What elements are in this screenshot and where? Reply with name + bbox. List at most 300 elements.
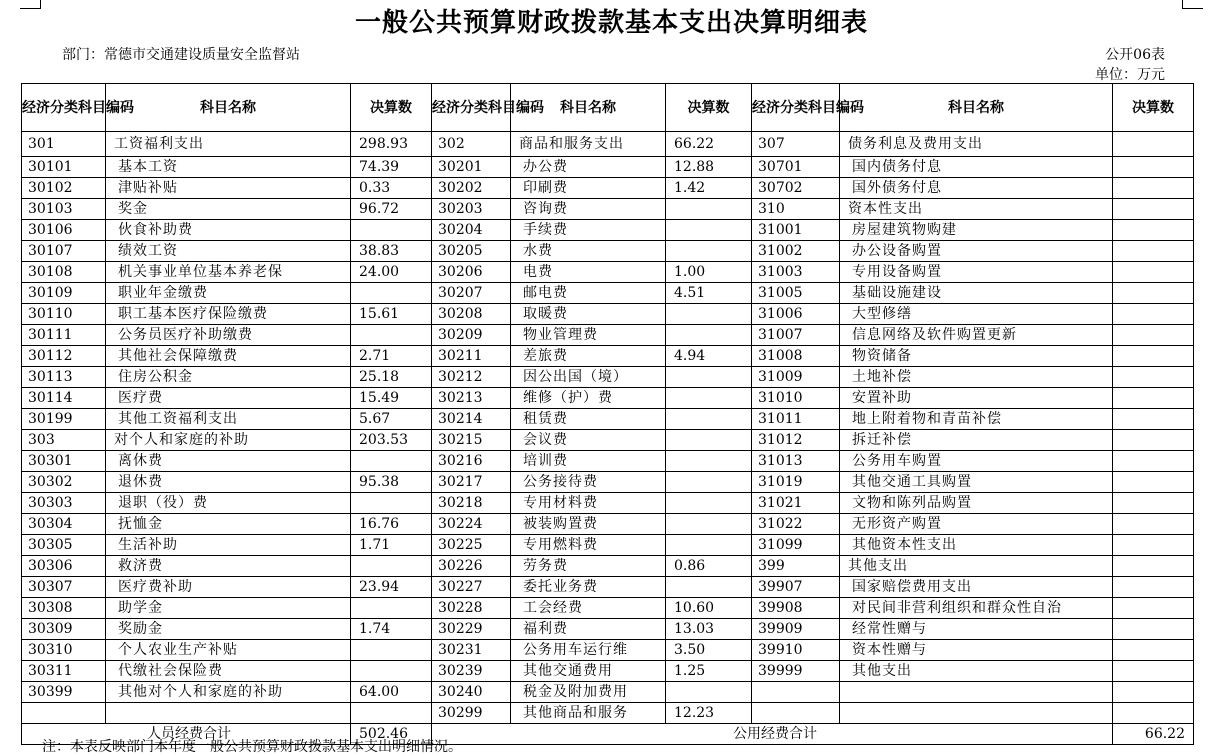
- cell-code: 30107: [22, 241, 106, 262]
- cell-name: 经常性赠与: [840, 619, 1113, 640]
- cell-amount: [1113, 472, 1194, 493]
- cell-amount: [1113, 220, 1194, 241]
- cell-amount: 23.94: [351, 577, 432, 598]
- cell-amount: 66.22: [666, 132, 752, 157]
- cell-name: 其他资本性支出: [840, 535, 1113, 556]
- cell-code: 31022: [752, 514, 840, 535]
- cell-name: 水费: [511, 241, 666, 262]
- table-row: [22, 220, 1194, 241]
- cell-amount: [1113, 409, 1194, 430]
- cell-name: 国内债务付息: [840, 157, 1113, 178]
- cell-name: 地上附着物和青苗补偿: [840, 409, 1113, 430]
- cell-amount: [1113, 577, 1194, 598]
- cell-code: 30304: [22, 514, 106, 535]
- cell-code: 30101: [22, 157, 106, 178]
- cell-amount: [1113, 598, 1194, 619]
- cell-code: 30224: [432, 514, 511, 535]
- cell-name: 税金及附加费用: [511, 682, 666, 703]
- cell-code: 39908: [752, 598, 840, 619]
- cell-amount: 64.00: [351, 682, 432, 703]
- cell-code: 31021: [752, 493, 840, 514]
- cell-code: [22, 703, 106, 724]
- expenditure-table: [21, 83, 1194, 745]
- cell-amount: [666, 535, 752, 556]
- cell-code: 30231: [432, 640, 511, 661]
- cell-amount: 1.25: [666, 661, 752, 682]
- cell-amount: [1113, 493, 1194, 514]
- cell-name: 其他交通工具购置: [840, 472, 1113, 493]
- cell-name: 福利费: [511, 619, 666, 640]
- cell-name: 其他社会保障缴费: [106, 346, 351, 367]
- cell-code: 399: [752, 556, 840, 577]
- cell-name: 机关事业单位基本养老保: [106, 262, 351, 283]
- cell-code: 31006: [752, 304, 840, 325]
- table-row: [22, 451, 1194, 472]
- cell-code: 30215: [432, 430, 511, 451]
- cell-code: 30306: [22, 556, 106, 577]
- cell-code: 30399: [22, 682, 106, 703]
- header-code-2: 经济分类科目编码: [432, 84, 511, 132]
- cell-name: 资本性支出: [840, 199, 1113, 220]
- cell-name: 办公设备购置: [840, 241, 1113, 262]
- cell-name: 物业管理费: [511, 325, 666, 346]
- cell-amount: 0.33: [351, 178, 432, 199]
- table-row: [22, 178, 1194, 199]
- cell-amount: [1113, 283, 1194, 304]
- cell-name: 绩效工资: [106, 241, 351, 262]
- cell-code: 31013: [752, 451, 840, 472]
- public-total-value: 66.22: [1113, 724, 1194, 745]
- table-row: [22, 640, 1194, 661]
- table-row: [22, 577, 1194, 598]
- cell-name: 邮电费: [511, 283, 666, 304]
- cell-code: 307: [752, 132, 840, 157]
- cell-amount: 25.18: [351, 367, 432, 388]
- cell-code: [752, 682, 840, 703]
- cell-amount: [1113, 682, 1194, 703]
- cell-amount: [666, 514, 752, 535]
- cell-name: 文物和陈列品购置: [840, 493, 1113, 514]
- cell-name: 因公出国（境）: [511, 367, 666, 388]
- cell-code: 30213: [432, 388, 511, 409]
- cell-amount: 1.74: [351, 619, 432, 640]
- table-row: [22, 535, 1194, 556]
- cell-amount: [1113, 514, 1194, 535]
- table-row: [22, 682, 1194, 703]
- cell-amount: [351, 493, 432, 514]
- cell-name: 其他对个人和家庭的补助: [106, 682, 351, 703]
- cell-name: 大型修缮: [840, 304, 1113, 325]
- unit-label: 单位：万元: [1095, 67, 1165, 83]
- cell-amount: [1113, 132, 1194, 157]
- cell-amount: [666, 199, 752, 220]
- cell-code: 30111: [22, 325, 106, 346]
- table-header-row: [22, 84, 1194, 132]
- cell-code: 30309: [22, 619, 106, 640]
- cell-code: 30218: [432, 493, 511, 514]
- cell-name: 公务用车运行维: [511, 640, 666, 661]
- cell-amount: [351, 556, 432, 577]
- cell-amount: 15.61: [351, 304, 432, 325]
- cell-name: 土地补偿: [840, 367, 1113, 388]
- cell-code: 30201: [432, 157, 511, 178]
- header-amount-3: 决算数: [1113, 84, 1194, 132]
- cell-name: 拆迁补偿: [840, 430, 1113, 451]
- cell-amount: [666, 220, 752, 241]
- cell-name: 救济费: [106, 556, 351, 577]
- cell-code: 310: [752, 199, 840, 220]
- cell-name: 印刷费: [511, 178, 666, 199]
- cell-amount: [666, 577, 752, 598]
- cell-code: 31008: [752, 346, 840, 367]
- cell-code: 30203: [432, 199, 511, 220]
- cell-name: 国外债务付息: [840, 178, 1113, 199]
- cell-name: 手续费: [511, 220, 666, 241]
- cell-name: 办公费: [511, 157, 666, 178]
- header-code-3: 经济分类科目编码: [752, 84, 840, 132]
- cell-name: 职工基本医疗保险缴费: [106, 304, 351, 325]
- cell-amount: [666, 325, 752, 346]
- cell-code: 30227: [432, 577, 511, 598]
- cell-name: 债务利息及费用支出: [840, 132, 1113, 157]
- cell-name: 取暖费: [511, 304, 666, 325]
- cell-amount: 1.42: [666, 178, 752, 199]
- cell-code: 30308: [22, 598, 106, 619]
- cell-amount: [666, 682, 752, 703]
- cell-code: 30109: [22, 283, 106, 304]
- table-row: [22, 493, 1194, 514]
- cell-code: 30211: [432, 346, 511, 367]
- cell-code: 30305: [22, 535, 106, 556]
- cell-name: 抚恤金: [106, 514, 351, 535]
- cell-name: 电费: [511, 262, 666, 283]
- cell-amount: [666, 430, 752, 451]
- cell-amount: 13.03: [666, 619, 752, 640]
- table-number: 公开06表: [1105, 47, 1165, 63]
- cell-amount: [351, 598, 432, 619]
- table-row: [22, 598, 1194, 619]
- cell-amount: 4.51: [666, 283, 752, 304]
- cell-name: 被装购置费: [511, 514, 666, 535]
- cell-name: 住房公积金: [106, 367, 351, 388]
- cell-name: 劳务费: [511, 556, 666, 577]
- cell-name: 基本工资: [106, 157, 351, 178]
- cell-amount: 10.60: [666, 598, 752, 619]
- cell-name: 专用材料费: [511, 493, 666, 514]
- cell-amount: [351, 661, 432, 682]
- cell-code: 30208: [432, 304, 511, 325]
- cell-code: 39999: [752, 661, 840, 682]
- cell-code: 30301: [22, 451, 106, 472]
- cell-name: 国家赔偿费用支出: [840, 577, 1113, 598]
- cell-amount: [666, 367, 752, 388]
- public-total-label: 公用经费合计: [432, 724, 1113, 745]
- cell-name: 商品和服务支出: [511, 132, 666, 157]
- table-row: [22, 304, 1194, 325]
- table-row: [22, 409, 1194, 430]
- cell-code: 30103: [22, 199, 106, 220]
- cell-code: 30205: [432, 241, 511, 262]
- table-row: [22, 132, 1194, 157]
- cell-name: 物资储备: [840, 346, 1113, 367]
- cell-code: 39907: [752, 577, 840, 598]
- table-body: [22, 132, 1194, 724]
- cell-amount: 38.83: [351, 241, 432, 262]
- table-row: [22, 346, 1194, 367]
- table-row: [22, 619, 1194, 640]
- cell-amount: 1.00: [666, 262, 752, 283]
- footnote: 注：本表反映部门本年度一般公共预算财政拨款基本支出明细情况。: [42, 739, 462, 755]
- cell-name: 公务接待费: [511, 472, 666, 493]
- cell-name: 医疗费: [106, 388, 351, 409]
- cell-name: 伙食补助费: [106, 220, 351, 241]
- cell-amount: [666, 493, 752, 514]
- table-row: [22, 388, 1194, 409]
- table-row: [22, 430, 1194, 451]
- cell-amount: [1113, 640, 1194, 661]
- cell-code: 30239: [432, 661, 511, 682]
- table-row: [22, 367, 1194, 388]
- cell-name: 专用设备购置: [840, 262, 1113, 283]
- table-row: [22, 514, 1194, 535]
- cell-amount: [1113, 430, 1194, 451]
- personnel-total-value: 502.46: [351, 724, 432, 745]
- cell-code: [752, 703, 840, 724]
- cell-name: 资本性赠与: [840, 640, 1113, 661]
- personnel-total-label: 人员经费合计: [22, 724, 351, 745]
- cell-name: 离休费: [106, 451, 351, 472]
- cell-name: 医疗费补助: [106, 577, 351, 598]
- cell-amount: [1113, 367, 1194, 388]
- cell-amount: [1113, 535, 1194, 556]
- cell-code: 30240: [432, 682, 511, 703]
- cell-name: 培训费: [511, 451, 666, 472]
- table-row: [22, 661, 1194, 682]
- cell-code: 30204: [432, 220, 511, 241]
- cell-amount: [666, 451, 752, 472]
- cell-code: 30217: [432, 472, 511, 493]
- cell-code: 31012: [752, 430, 840, 451]
- cell-amount: 74.39: [351, 157, 432, 178]
- header-name-1: 科目名称: [106, 84, 351, 132]
- cell-name: 会议费: [511, 430, 666, 451]
- cell-name: 津贴补贴: [106, 178, 351, 199]
- cell-amount: [351, 283, 432, 304]
- cell-code: 30209: [432, 325, 511, 346]
- cell-name: 退休费: [106, 472, 351, 493]
- cell-amount: [351, 220, 432, 241]
- cell-code: 301: [22, 132, 106, 157]
- header-amount-1: 决算数: [351, 84, 432, 132]
- cell-code: 30303: [22, 493, 106, 514]
- cell-amount: [1113, 178, 1194, 199]
- cell-name: 其他支出: [840, 661, 1113, 682]
- cell-amount: [666, 409, 752, 430]
- cell-code: 30113: [22, 367, 106, 388]
- cell-name: 生活补助: [106, 535, 351, 556]
- cell-code: 31019: [752, 472, 840, 493]
- cell-name: 其他交通费用: [511, 661, 666, 682]
- cell-name: 安置补助: [840, 388, 1113, 409]
- cell-code: 30226: [432, 556, 511, 577]
- cell-name: 基础设施建设: [840, 283, 1113, 304]
- cell-code: 31007: [752, 325, 840, 346]
- cell-code: 303: [22, 430, 106, 451]
- cell-code: 30207: [432, 283, 511, 304]
- cell-name: 差旅费: [511, 346, 666, 367]
- cell-name: 个人农业生产补贴: [106, 640, 351, 661]
- cell-code: 30206: [432, 262, 511, 283]
- cell-code: 30212: [432, 367, 511, 388]
- cell-amount: [351, 640, 432, 661]
- cell-name: 咨询费: [511, 199, 666, 220]
- cell-name: 代缴社会保险费: [106, 661, 351, 682]
- cell-amount: 1.71: [351, 535, 432, 556]
- cell-amount: [1113, 199, 1194, 220]
- cell-amount: [1113, 703, 1194, 724]
- cell-name: 公务员医疗补助缴费: [106, 325, 351, 346]
- cell-name: [106, 703, 351, 724]
- cell-amount: [1113, 157, 1194, 178]
- cell-amount: 12.23: [666, 703, 752, 724]
- cell-name: 公务用车购置: [840, 451, 1113, 472]
- cell-amount: [666, 388, 752, 409]
- cell-code: 30202: [432, 178, 511, 199]
- cell-amount: [351, 325, 432, 346]
- cell-code: 31002: [752, 241, 840, 262]
- cell-code: 31009: [752, 367, 840, 388]
- table-row: [22, 703, 1194, 724]
- cell-amount: [351, 451, 432, 472]
- table-row: [22, 472, 1194, 493]
- cell-name: 信息网络及软件购置更新: [840, 325, 1113, 346]
- table-row: [22, 262, 1194, 283]
- cell-name: 对个人和家庭的补助: [106, 430, 351, 451]
- cell-amount: [1113, 619, 1194, 640]
- cell-name: 委托业务费: [511, 577, 666, 598]
- table-row: [22, 556, 1194, 577]
- cell-code: 31003: [752, 262, 840, 283]
- cell-name: 无形资产购置: [840, 514, 1113, 535]
- cell-name: 奖金: [106, 199, 351, 220]
- cell-name: 退职（役）费: [106, 493, 351, 514]
- cell-amount: [351, 703, 432, 724]
- cell-code: 30110: [22, 304, 106, 325]
- cell-code: 30302: [22, 472, 106, 493]
- cell-code: 30702: [752, 178, 840, 199]
- cell-name: 奖励金: [106, 619, 351, 640]
- cell-name: 工会经费: [511, 598, 666, 619]
- cell-code: 30214: [432, 409, 511, 430]
- cell-name: 工资福利支出: [106, 132, 351, 157]
- table-row: [22, 157, 1194, 178]
- cell-code: 30199: [22, 409, 106, 430]
- table-row: [22, 283, 1194, 304]
- cell-code: 39909: [752, 619, 840, 640]
- cell-name: 维修（护）费: [511, 388, 666, 409]
- cell-amount: 24.00: [351, 262, 432, 283]
- department-label: 部门：常德市交通建设质量安全监督站: [62, 47, 300, 63]
- header-name-2: 科目名称: [511, 84, 666, 132]
- cell-amount: [666, 241, 752, 262]
- table-row: [22, 199, 1194, 220]
- cell-amount: [1113, 241, 1194, 262]
- cell-code: 31005: [752, 283, 840, 304]
- cell-amount: [1113, 556, 1194, 577]
- header-name-3: 科目名称: [840, 84, 1113, 132]
- cell-code: 30701: [752, 157, 840, 178]
- cell-amount: [1113, 262, 1194, 283]
- cell-code: 30106: [22, 220, 106, 241]
- cell-amount: [1113, 451, 1194, 472]
- cell-amount: [666, 472, 752, 493]
- cell-amount: [1113, 325, 1194, 346]
- cell-name: [840, 682, 1113, 703]
- cell-code: 30310: [22, 640, 106, 661]
- cell-name: 对民间非营利组织和群众性自治: [840, 598, 1113, 619]
- cell-code: 30114: [22, 388, 106, 409]
- cell-code: 30307: [22, 577, 106, 598]
- cell-name: 专用燃料费: [511, 535, 666, 556]
- cell-amount: 4.94: [666, 346, 752, 367]
- cell-amount: 298.93: [351, 132, 432, 157]
- cell-code: 30225: [432, 535, 511, 556]
- cell-name: 其他工资福利支出: [106, 409, 351, 430]
- header-amount-2: 决算数: [666, 84, 752, 132]
- header-code-1: 经济分类科目编码: [22, 84, 106, 132]
- cell-amount: [666, 304, 752, 325]
- cell-code: 31099: [752, 535, 840, 556]
- cell-amount: [1113, 346, 1194, 367]
- cell-name: 职业年金缴费: [106, 283, 351, 304]
- cell-code: 30228: [432, 598, 511, 619]
- cell-name: 其他商品和服务: [511, 703, 666, 724]
- cell-code: 31011: [752, 409, 840, 430]
- cell-code: 30112: [22, 346, 106, 367]
- cell-code: 30102: [22, 178, 106, 199]
- cell-amount: 5.67: [351, 409, 432, 430]
- cell-code: 30311: [22, 661, 106, 682]
- table-row: [22, 325, 1194, 346]
- cell-name: 房屋建筑物购建: [840, 220, 1113, 241]
- cell-amount: 15.49: [351, 388, 432, 409]
- cell-amount: 96.72: [351, 199, 432, 220]
- cell-code: 30229: [432, 619, 511, 640]
- cell-amount: 3.50: [666, 640, 752, 661]
- cell-code: 31001: [752, 220, 840, 241]
- cell-amount: [1113, 304, 1194, 325]
- cell-name: 其他支出: [840, 556, 1113, 577]
- cell-code: 31010: [752, 388, 840, 409]
- cell-amount: 16.76: [351, 514, 432, 535]
- cell-code: 302: [432, 132, 511, 157]
- cell-amount: 12.88: [666, 157, 752, 178]
- cell-name: 助学金: [106, 598, 351, 619]
- cell-name: 租赁费: [511, 409, 666, 430]
- cell-amount: 2.71: [351, 346, 432, 367]
- cell-code: 30216: [432, 451, 511, 472]
- cell-code: 39910: [752, 640, 840, 661]
- cell-code: 30299: [432, 703, 511, 724]
- cell-amount: 203.53: [351, 430, 432, 451]
- cell-amount: [1113, 388, 1194, 409]
- page-title: 一般公共预算财政拨款基本支出决算明细表: [354, 8, 868, 38]
- cell-amount: [1113, 661, 1194, 682]
- table-row: [22, 241, 1194, 262]
- cell-name: [840, 703, 1113, 724]
- cell-amount: 0.86: [666, 556, 752, 577]
- cell-amount: 95.38: [351, 472, 432, 493]
